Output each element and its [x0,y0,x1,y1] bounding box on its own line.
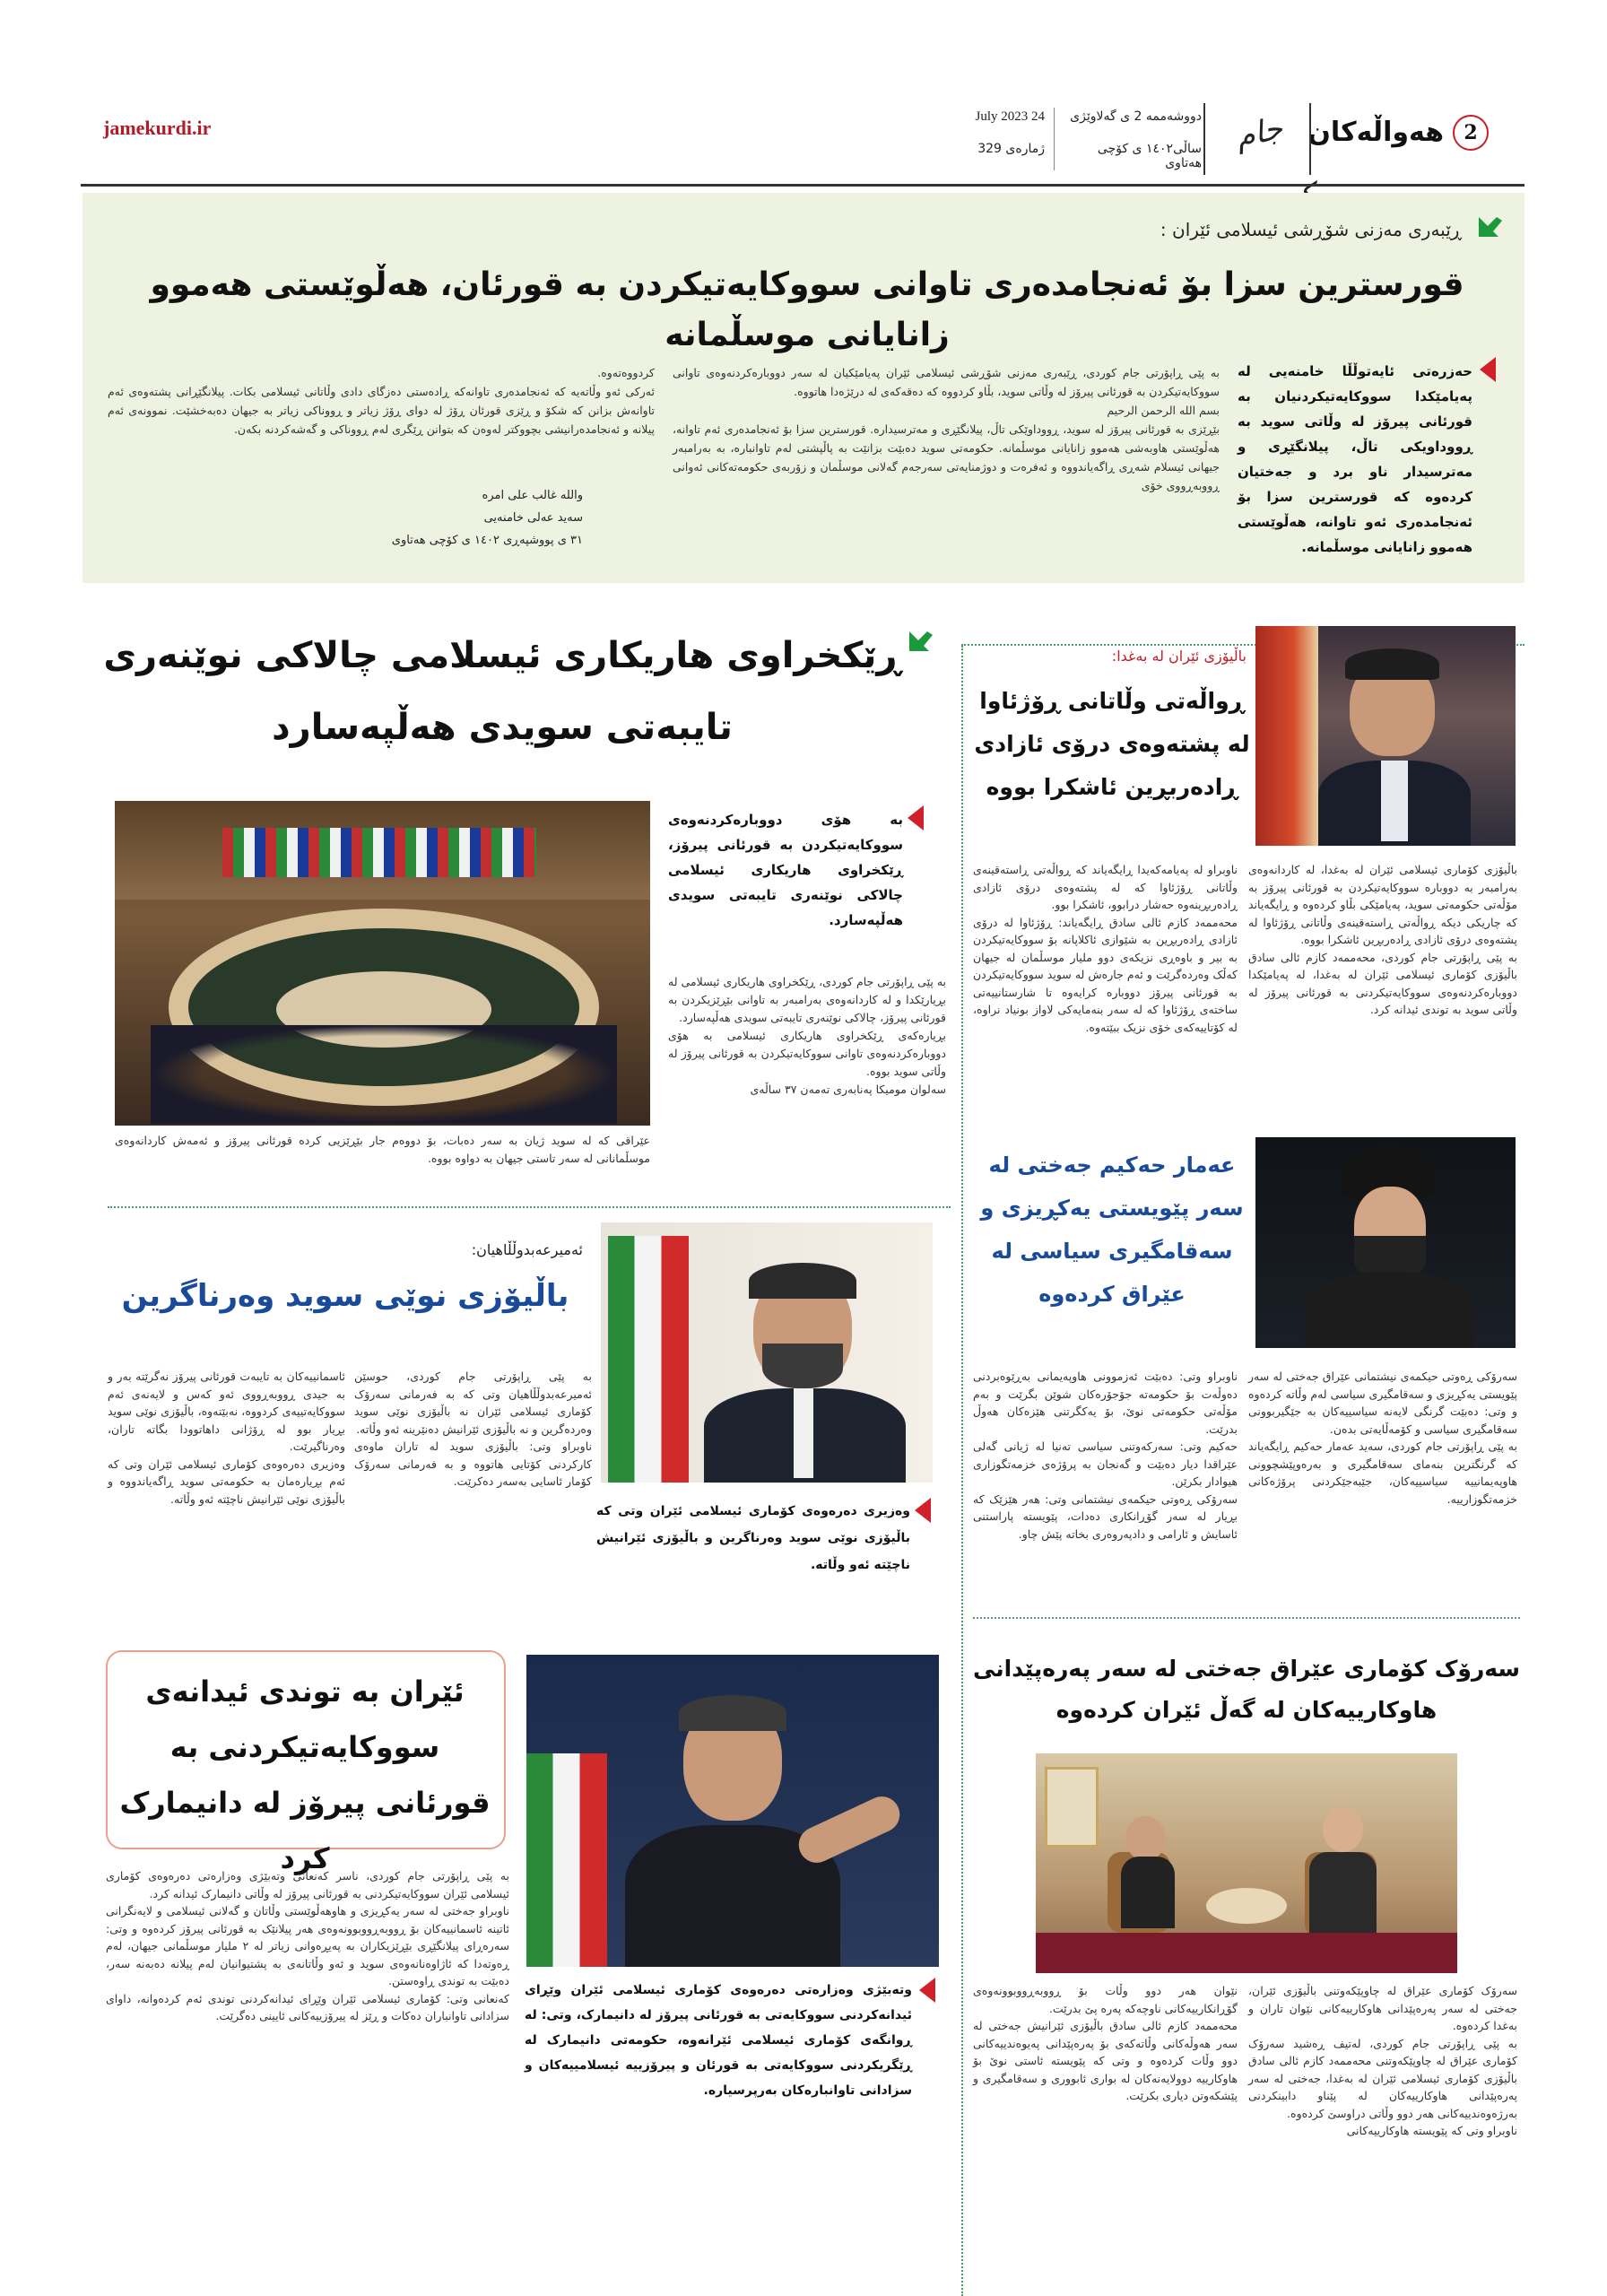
amir-headline: باڵیۆزی نوێی سوید وەرناگرین [121,1278,569,1314]
top-column-2: کردووەتەوە. ئەرکی ئەو وڵاتەیە کە ئەنجامدەری تاوانەکە ڕادەستی دەزگای دادی وڵاتانی ئیسلامی بکات. پیلانگێڕانی پشتەوەی ئەم تاوانەش بزانن کە شکۆ و ڕێزی قورئان ڕۆژ لە دوای ڕۆژ زیاتر و ڕووناکی زیاتر بە جیهان دەبەخشێت. نموونەی ئەم پیلانە و ئەنجامدەرانیشی بچووکتر لەوەن کە بتوانن ڕێگری لەم ڕووناکی و گەشەکردنە بکەن. [108,366,655,436]
hakim-headline: عەمار حەکیم جەختی لە سەر پێویستی یەکڕیزی و سەقامگیری سیاسی لە عێراق کردەوە [980,1152,1244,1307]
oic-lead: بە هۆی دووبارەکردنەوەی سووکایەتیکردن بە قورئانی پیرۆز، ڕێکخراوی هاریکاری ئیسلامی چالاکی نوێنەری تایبەتی سویدی هەڵپەسارد. [668,812,903,928]
red-arrow-icon [908,805,924,831]
oic-column-1: بە پێی ڕاپۆرتی جام کوردی، ڕێکخراوی هاریکاری ئیسلامی لە بڕیارێکدا و لە کاردانەوەی بەرامبەر بە تاوانی بێڕێزیکردن بە قورئانی پیرۆز، چالاکی نوێنەری تایبەتی سویدی هەڵپەسارد. بڕیارەکەی ڕێکخراوی هاریکاری ئیسلامی بە هۆی دووبارەکردنەوەی تاوانی سووکایەتیکردن بە قورئانی پیرۆز لە وڵاتی سوید بووە. سەلوان مومیکا پەنابەری تەمەن ٣٧ ساڵەی [668,975,946,1096]
iraq-column-1: سەرۆک کۆماری عێراق لە چاوپێکەوتنی باڵیۆزی ئێران، جەختی لە سەر پەرەپێدانی هاوکارییەکانی نێوان تاران و بەغدا کردەوە. بە پێی ڕاپۆرتی جام کوردی، لەتیف ڕەشید سەرۆک کۆماری عێراق لە چاوپێکەوتنی محەممەد کازم ئالی سادق باڵیۆزی کۆماری ئیسلامی ئێران لە بەغدا، جەختی لە سەر پەرەپێدانی هاوکارییەکان لە پێناو دابینکردنی بەرژەوەندییەکانی هەر دوو وڵاتی دراوسێ کردەوە. ناوبراو وتی کە پێویستە هاوکارییەکانی [1248,1984,1517,2137]
signature-1: والله غالب علی امره [482,489,583,502]
page-number-circle: 2 [1453,115,1489,151]
iraq-column-2: نێوان هەر دوو وڵات بۆ ڕووبەڕووبوونەوەی گۆڕانکارییەکانی ناوچەکە پەرە پێ بدرێت. محەممەد کازم ئالی سادق باڵیۆزی ئێرانیش جەختی لە سەر هەوڵەکانی وڵاتەکەی بۆ پەرەپێدانی پەیوەندییەکانی دوو وڵات کردەوە و وتی کە پێویستە ئاستی نوێ بۆ هاوکارییە دوولایەنەکان لە بواری ئابووری و سەقامگیری و پێشکەوتن دیاری بکرێت. [973,1984,1238,2102]
arrow-icon [1475,213,1506,240]
date-kurdish-2: ساڵی١٤٠٢ ی کۆچی هەتاوی [1097,142,1202,170]
denmark-body: بە پێی ڕاپۆرتی جام کوردی، ناسر کەنعانی وتەبێژی وەزارەتی دەرەوەی کۆماری ئیسلامی ئێران سووکایەتیکردنی بە قورئانی پیرۆز لە وڵاتی دانیمارک ئیدانە کرد. ناوبراو جەختی لە سەر یەکڕیزی و هاوهەڵوێستی وڵاتان و گەلانی ئیسلامی و لایەنگرانی ئاتینە ئاسمانییەکان بۆ ڕووبەڕووبوونەوەی هەر پیلانێک بە قورئانی پیرۆز کردەوە و وتی: سەرەڕای پیلانگێڕی بێڕێزیکاران بە پەیڕەوانی زیاتر لە ٢ ملیار موسڵمانی جیهان، لەم ڕەوتەدا کە ئاژاوەنانەوەی سوید و ئەو وڵاتانەی بە پشتیوانیان لەم پیلانە دەبەنە سەر، دەبێت بە توندی ڕاوەستن. کەنعانی وتی: کۆماری ئیسلامی ئێران وێڕای ئیدانەکردنی توندی ئەم کردەوانە، داوای سزادانی تاوانباران دەکات و ڕێز لە پیرۆزییەکانی ئایینی دەگرێت. [106,1869,510,2022]
date-english: 24 July 2023 [975,109,1045,124]
column-divider [961,646,963,2296]
top-headline: قورسترین سزا بۆ ئەنجامدەری تاوانی سووکایەتیکردن بە قورئان، هەڵوێستی هەموو زانایانی موسڵمانە [150,266,1464,353]
header-divider-3 [1054,108,1055,170]
header-divider-2 [1203,103,1205,175]
baghdad-column-1: باڵیۆزی کۆماری ئیسلامی ئێران لە بەغدا، لە کاردانەوەی بەرامبەر بە دووبارە سووکایەتیکردن بە قورئانی پیرۆز بە مۆڵەتی حکومەتی سوید، پەیامێکی بڵاو کردەوە و ڕایگەیاند کە چاریکی دیکە ڕواڵەتی ڕاستەقینەی وڵاتانی ڕۆژئاوا لە پشتەوەی درۆی ئازادی ڕادەربڕین ئاشکرا بووە. بە پێی ڕاپۆرتی جام کوردی، محەممەد کازم ئالی سادق باڵیۆزی کۆماری ئیسلامی ئێران لە بەغدا، لە پەیامێکدا دووبارەکردنەوەی سووکایەتیکردنی بە قورئانی پیرۆز لە وڵاتی سوید بە توندی ئیدانە کرد. [1248,863,1517,1016]
iraq-president-headline: سەرۆک کۆماری عێراق جەختی لە سەر پەرەپێدانی هاوکارییەکان لە گەڵ ئێران کردەوە [973,1656,1520,1723]
oic-headline-1: ڕێکخراوی هاریکاری ئیسلامی چالاکی نوێنەری [103,635,901,676]
page-header [0,90,1607,188]
top-column-1: بە پێی ڕاپۆرتی جام کوردی، ڕێبەری مەزنی شۆڕشی ئیسلامی ئێران پەیامێکیان لە سەر دووبارەکردنەوەی تاوانی سووکایەتیکردن بە قورئانی پیرۆز لە وڵاتی سوید، بڵاو کردووە کە دەقەکەی لە درێژەدا هاتووە. بسم الله الرحمن الرحیم بێڕێزی بە قورئانی پیرۆز لە سوید، ڕووداوێکی تاڵ، پیلانگێڕی و مەترسیدارە. قورسترین سزا بۆ ئەنجامدەری ئەم تاوانە، هەڵوێستی هاوبەشی هەموو زانایانی موسڵمانە. حکومەتی سوید دەبێت بزانێت بە پاڵپشتی لەم تاوانبارە، بە بەرامبەر جیهانی ئیسلام شەڕی ڕاگەیاندووە و ئەفرەت و دوژمنایەتی سەرجەم گەلانی موسڵمان و زۆربەی حکومەتەکانی ئەوانی ڕووبەڕووی خۆی [673,366,1220,492]
arrow-icon [906,628,936,655]
oic-headline-2: تایبەتی سویدی هەڵپەسارد [272,707,733,748]
date-kurdish-1: دووشەممە 2 ی گەلاوێژی [1070,109,1202,124]
amir-column-1: بە پێی ڕاپۆرتی جام کوردی، حوسێن ئەمیرعەبدوڵڵاهیان وتی کە بە فەرمانی سەرۆک کۆماری ئیسلامی ئێران نە باڵیۆزی نوێی سوید وەردەگرین و نە باڵیۆزی ئێرانیش دەنێرینە ئەو وڵاتە. ناوبراو وتی: باڵیۆزی سوید لە تاران ماوەی کارکردنی کۆتایی هاتووە و بە فەرمانی سەرۆک کۆمار ئاسایی بەسەر دەکرێت. [354,1370,592,1488]
issue-number: ژمارەی 329 [977,142,1045,156]
kanaani-photo [526,1655,939,1967]
amirabdollahian-photo [601,1222,933,1483]
ammar-hakim-photo [1255,1137,1516,1348]
logo: جام [1232,110,1286,156]
section-title: هەواڵەکان [1307,117,1444,148]
hakim-column-1: سەرۆکی ڕەوتی حیکمەی نیشتمانی عێراق جەختی لە سەر پێویستی یەکڕیزی و سەقامگیری سیاسی لەم وڵاتە کردەوە و وتی: دەبێت گرنگی لایەنە سیاسییەکان بە جێگیربوونی سەقامگیری سیاسی و کۆمەڵایەتی بدەن. بە پێی ڕاپۆرتی جام کوردی، سەید عەمار حەکیم ڕایگەیاند کە گرنگترین بنەمای سەقامگیری و بەرەوپێشچوونی هاوپەیمانییە سیاسییەکان، جێبەجێکردنی پرۆژەکانی خزمەتگوزارییە. [1248,1370,1517,1506]
row-divider-1 [108,1206,951,1208]
denmark-caption: وتەبێژی وەزارەتی دەرەوەی کۆماری ئیسلامی ئێران وێڕای ئیدانەکردنی سووکایەتی بە قورئانی پیرۆز لە دانیمارک، وتی: لە ڕوانگەی کۆماری ئیسلامی ئێرانەوە، حکومەتی دانیمارک لە ڕێگریکردنی سووکایەتی بە قورئان و پیرۆزییە ئیسلامییەکان و سزادانی تاوانبارەکان بەرپرسیارە. [525,1983,912,2098]
amir-caption: وەزیری دەرەوەی کۆماری ئیسلامی ئێران وتی کە باڵیۆزی نوێی سوید وەرناگرین و باڵیۆزی ئێرانیش ناچێتە ئەو وڵاتە. [596,1504,910,1572]
signature-2: سەید عەلی خامنەیی [483,511,583,525]
amir-kicker: ئەمیرعەبدوڵڵاهیان: [471,1241,583,1258]
iraq-president-photo [1036,1753,1457,1973]
hakim-column-2: ناوبراو وتی: دەبێت ئەزموونی هاوپەیمانی بەڕێوەبردنی دەوڵەت بۆ حکومەتە جۆجۆرەکان شوێن بگرێت و بەم مۆڵەتی حکومەتی نوێ، بۆ یەکگرتنی هێزەکان هەوڵ بدرێت. حەکیم وتی: سەرکەوتنی سیاسی تەنیا لە ژیانی گەلی عێراقدا دیار دەبێت و گەنجان بە پرۆژەی خزمەتگوزاری هیوادار بکرێن. سەرۆکی ڕەوتی حیکمەی نیشتمانی وتی: هەر هێزێک کە بڕیار لە سەر گۆڕانکاری دەدات، پێویستە پاراستنی ئاسایش و ئارامی و دادپەروەری بخاتە پێش چاو. [973,1370,1238,1541]
oic-column-2: عێراقی کە لە سوید ژیان بە سەر دەبات، بۆ دووەم جار بێڕێزیی کردە قورئانی پیرۆز و ئەمەش کاردانەوەی موسڵمانانی لە سەر تاستی جیهان بە دواوە بووە. [115,1134,650,1165]
red-arrow-icon [915,1498,931,1523]
baghdad-headline: ڕواڵەتی وڵاتانی ڕۆژئاوا لە پشتەوەی درۆی ئازادی ڕادەربڕین ئاشکرا بووە [974,688,1250,800]
red-arrow-icon [1480,357,1496,382]
red-arrow-icon [919,1978,935,2003]
signature-3: ٣١ ی پووشپەڕی ١٤٠٢ ی کۆچی هەتاوی [391,534,583,547]
ambassador-baghdad-photo [1255,626,1516,846]
top-lead: حەزرەتی ئایەتوڵڵا خامنەیی لە پەیامێکدا سووکایەتیکردنیان بە قورئانی پیرۆز لە وڵاتی سوید بە ڕووداویکی تاڵ، پیلانگێڕی و مەترسیدار ناو برد و جەختیان کردەوە کە قورسترین سزا بۆ ئەنجامدەری ئەو تاوانە، هەڵوێستی هەموو زانایانی موسڵمانە. [1238,363,1472,555]
oic-meeting-photo [115,801,650,1126]
header-rule [81,184,1524,187]
baghdad-column-2: ناوبراو لە پەیامەکەیدا ڕایگەیاند کە ڕواڵەتی ڕاستەقینەی وڵاتانی ڕۆژئاوا کە لە پشتەوەی درۆی ئازادی ڕادەربڕینەوە حەشار درابوو، ئاشکرا بوو. محەممەد کازم ئالی سادق ڕایگەیاند: ڕۆژئاوا لە درۆی ئازادی ڕادەربڕین بە شێوازی ئاکلاپانە بۆ سووکایەتیکردن بە بیر و باوەڕی نزیکەی دوو ملیار موسڵمان لە جیهان کەڵک وەردەگرێت و ئەم جارەش لە سوید سووکایەتیکردن بە قورئانی پیرۆز دووبارە کرایەوە تا شارستانییەتی ساختەی ڕۆژئاوا کە لە سەر بنەمایەکی لاواز بونیاد نراوە، لە کۆتاییەکەی خۆی نزیک ببێتەوە. [973,863,1238,1034]
row-divider-2 [973,1617,1520,1619]
denmark-headline: ئێران بە توندی ئیدانەی سووکایەتیکردنی بە قورئانی پیرۆز لە دانیمارک کرد [119,1674,491,1875]
top-kicker: ڕێبەری مەزنی شۆڕشی ئیسلامی ئێران : [1160,219,1462,240]
baghdad-kicker: باڵیۆزی ئێران لە بەغدا: [1111,648,1247,665]
amir-column-2: ئاسمانییەکان بە تایبەت قورئانی پیرۆز نەگرێتە بەر و بە جیدی ڕووبەڕووی ئەو کەس و لایەنەی ئەم سووکایەتییەی کردووە، نەبێتەوە، باڵیۆزی نوێی سوید بڕیار بوو لە ڕۆژانی داهاتوودا بگاتە تاران، وەرناگیرێت. وەزیری دەرەوەی کۆماری ئیسلامی ئێران وتی کە ئەم بڕیارەمان بە حکومەتی سوید ڕاگەیاندووە و باڵیۆزی نوێی ئێرانیش ناچێتە ئەو وڵاتە. [108,1370,345,1506]
website-link[interactable]: jamekurdi.ir [103,117,212,139]
